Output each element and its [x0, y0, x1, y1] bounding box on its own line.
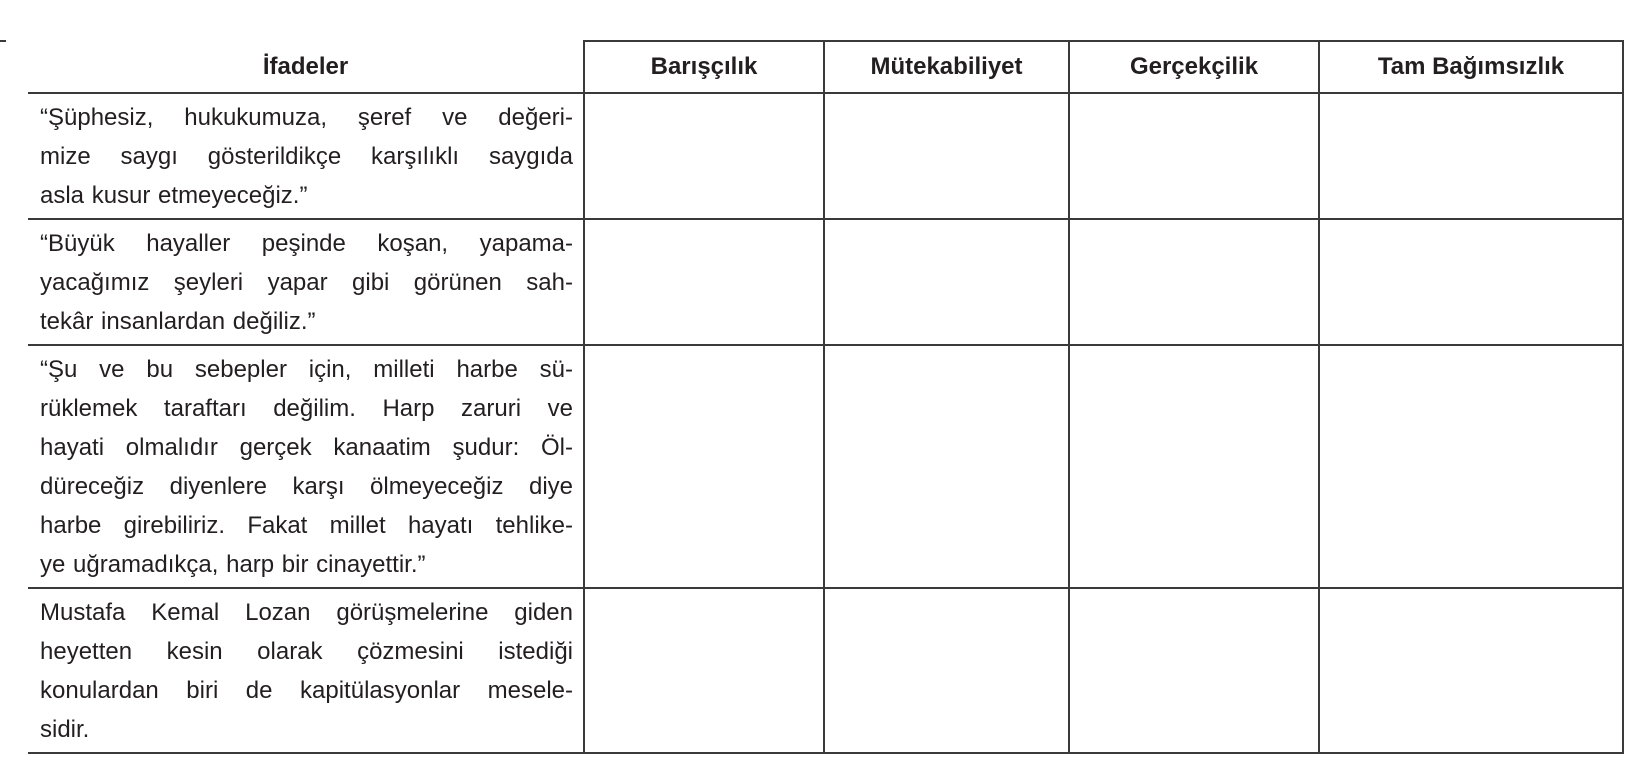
- statement-cell: [28, 345, 584, 588]
- statement-line: “Büyük hayaller peşinde koşan, yapama-: [40, 230, 573, 257]
- header-row: [28, 41, 1623, 93]
- answer-cell-gercekcilik[interactable]: [1069, 588, 1319, 753]
- answer-cell-mutekabiliyet[interactable]: [824, 93, 1069, 219]
- table-row: [28, 93, 1623, 219]
- statement-line: ye uğramadıkça, harp bir cinayettir.”: [40, 551, 426, 578]
- statement-cell: [28, 93, 584, 219]
- statement-line: mize saygı gösterildikçe karşılıklı saygıda: [40, 143, 573, 170]
- table-row: [28, 219, 1623, 345]
- answer-cell-bariscilik[interactable]: [584, 93, 824, 219]
- answer-cell-bariscilik[interactable]: [584, 588, 824, 753]
- header-statements: İfadeler: [28, 41, 584, 93]
- header-gercekcilik: Gerçekçilik: [1069, 41, 1319, 93]
- page-edge-mark: [0, 40, 6, 48]
- answer-cell-tam-bagimsizlik[interactable]: [1319, 345, 1623, 588]
- statement-line: asla kusur etmeyeceğiz.”: [40, 182, 308, 209]
- answer-cell-gercekcilik[interactable]: [1069, 219, 1319, 345]
- answer-cell-mutekabiliyet[interactable]: [824, 345, 1069, 588]
- answer-cell-gercekcilik[interactable]: [1069, 93, 1319, 219]
- table-row: [28, 345, 1623, 588]
- statement-line: “Şu ve bu sebepler için, milleti harbe sü-: [40, 356, 573, 383]
- header-tam-bagimsizlik: Tam Bağımsızlık: [1319, 41, 1623, 93]
- answer-cell-tam-bagimsizlik[interactable]: [1319, 93, 1623, 219]
- answer-cell-tam-bagimsizlik[interactable]: [1319, 219, 1623, 345]
- statements-table: [28, 40, 1624, 754]
- statement-line: sidir.: [40, 716, 90, 743]
- answer-cell-tam-bagimsizlik[interactable]: [1319, 588, 1623, 753]
- header-mutekabiliyet: Mütekabiliyet: [824, 41, 1069, 93]
- statement-line: konulardan biri de kapitülasyonlar mesele-: [40, 677, 573, 704]
- statement-line: heyetten kesin olarak çözmesini istediği: [40, 638, 573, 665]
- answer-cell-mutekabiliyet[interactable]: [824, 219, 1069, 345]
- statement-cell: [28, 219, 584, 345]
- statement-line: tekâr insanlardan değiliz.”: [40, 308, 316, 335]
- statement-line: düreceğiz diyenlere karşı ölmeyeceğiz diye: [40, 473, 573, 500]
- answer-cell-gercekcilik[interactable]: [1069, 345, 1319, 588]
- statement-cell: [28, 588, 584, 753]
- table-row: [28, 588, 1623, 753]
- statement-line: “Şüphesiz, hukukumuza, şeref ve değeri-: [40, 104, 573, 131]
- statement-line: rüklemek taraftarı değilim. Harp zaruri ve: [40, 395, 573, 422]
- statement-line: Mustafa Kemal Lozan görüşmelerine giden: [40, 599, 573, 626]
- answer-cell-bariscilik[interactable]: [584, 345, 824, 588]
- statement-line: yacağımız şeyleri yapar gibi görünen sah-: [40, 269, 573, 296]
- statement-line: hayati olmalıdır gerçek kanaatim şudur: Öl-: [40, 434, 573, 461]
- answer-cell-mutekabiliyet[interactable]: [824, 588, 1069, 753]
- statement-line: harbe girebiliriz. Fakat millet hayatı tehlike-: [40, 512, 573, 539]
- header-bariscilik: Barışçılık: [584, 41, 824, 93]
- answer-cell-bariscilik[interactable]: [584, 219, 824, 345]
